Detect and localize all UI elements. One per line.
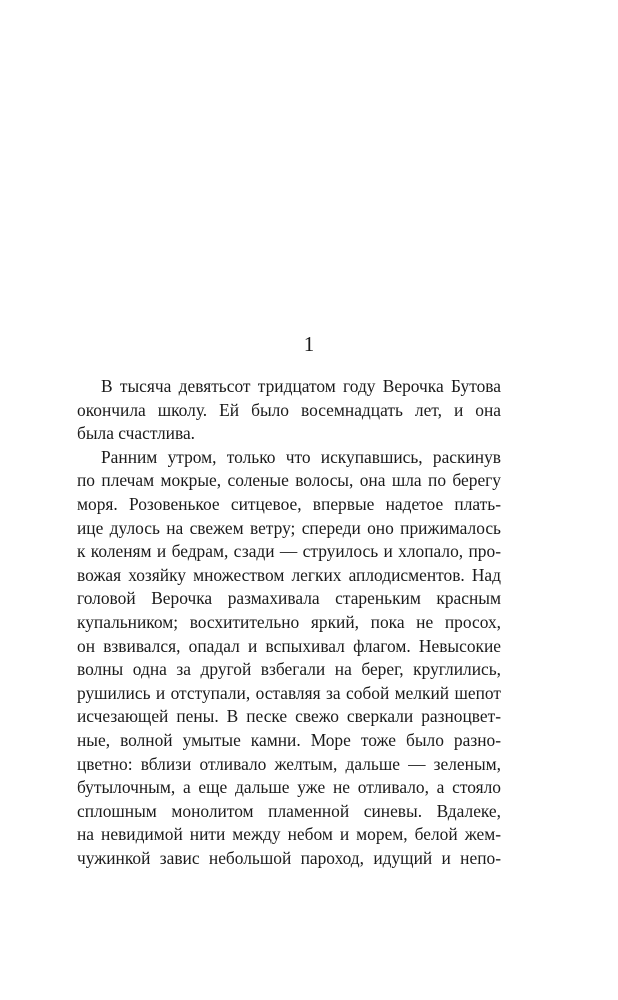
text-line: исчезающей пены. В песке свежо сверкали разноцвет- [77,706,501,727]
text-line: рушились и отступали, оставляя за собой мелкий шепот [77,682,501,703]
chapter-number: 1 [303,332,315,356]
text-line: волны одна за другой взбегали на берег, круглились, [77,659,501,680]
text-line: на невидимой нити между небом и морем, белой жем- [77,824,501,845]
text-line: купальником; восхитительно яркий, пока не просох, [77,611,501,632]
text-line: головой Верочка размахивала стареньким красным [77,588,501,609]
text-line: цветно: вблизи отливало желтым, дальше — зеленым, [77,753,501,774]
text-line: В тысяча девятьсот тридцатом году Верочка Бутова [101,376,501,396]
text-line: ице дулось на свежем ветру; спереди оно прижималось [77,517,501,538]
paragraph-2 [77,446,501,871]
text-line: чужинкой завис небольшой пароход, идущий и непо- [77,847,501,868]
text-line: к коленям и бедрам, сзади — струилось и хлопало, про- [77,541,501,562]
text-line: вожая хозяйку множеством легких аплодисментов. Над [77,564,501,585]
text-line: сплошным монолитом пламенной синевы. Вдалеке, [77,800,501,821]
text-line: ные, волной умытые камни. Море тоже было разно- [77,729,501,750]
text-line: окончила школу. Ей было восемнадцать лет, и она [77,399,501,420]
text-line: была счастлива. [77,423,196,444]
text-line: по плечам мокрые, соленые волосы, она шла по берегу [77,470,501,491]
body-text [77,375,501,870]
text-line: он взвивался, опадал и вспыхивал флагом. Невысокие [77,635,501,656]
paragraph-1 [77,375,501,446]
text-line: бутылочным, а еще дальше уже не отливало, а стояло [77,777,501,798]
text-line: Ранним утром, только что искупавшись, раскинув [101,446,501,467]
text-line: моря. Розовенькое ситцевое, впервые надетое плать- [77,493,501,514]
